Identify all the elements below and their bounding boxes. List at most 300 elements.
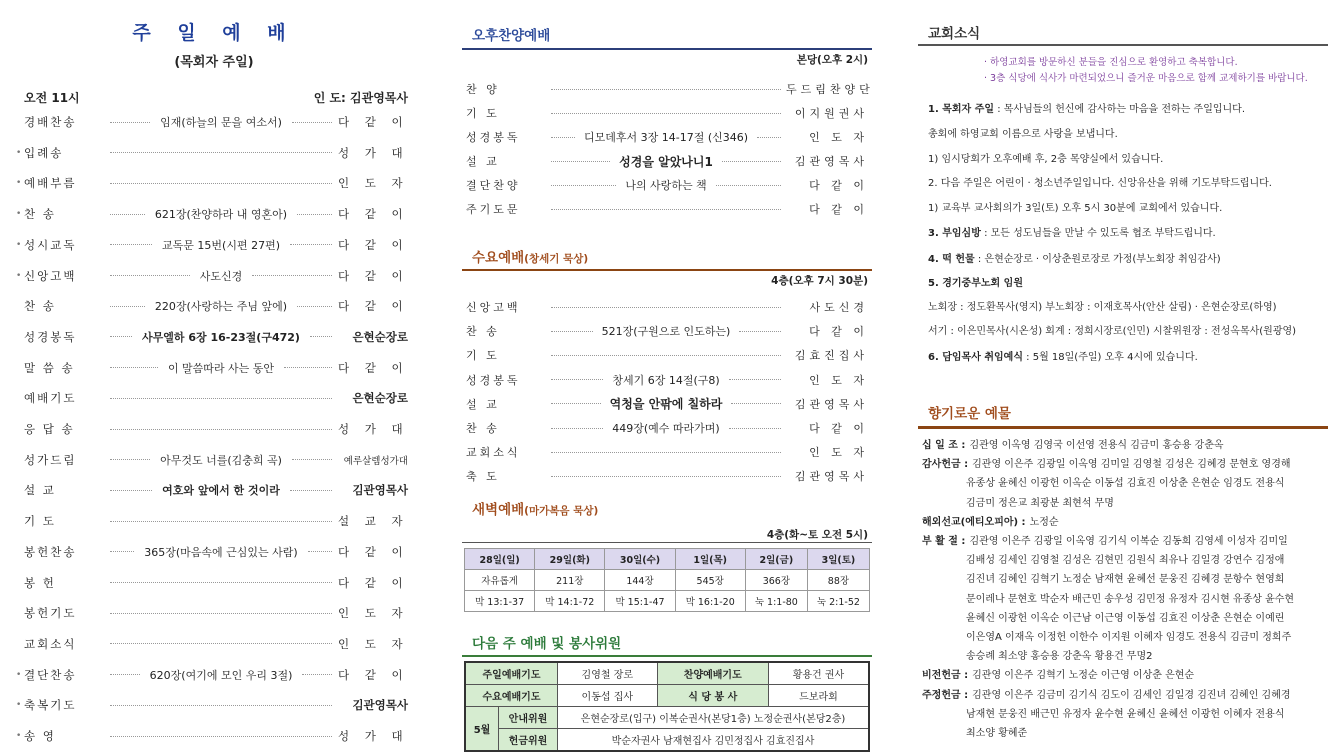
dawn-passage: 막 14:1-72 (535, 591, 605, 612)
order-item-detail: 사도신경 (199, 269, 243, 283)
order-row (14, 388, 414, 408)
order-item-person: 인 도 자 (338, 606, 409, 621)
news-item-heading: 3. 부임심방 (928, 228, 981, 239)
offering-names: 김배성 김세인 김영철 김성은 김현민 김원식 최유나 김일경 강연수 김정애 (966, 555, 1285, 567)
other-services-column (462, 0, 872, 756)
afternoon-item-person: 두드림찬양단 (786, 83, 874, 96)
divider (462, 269, 872, 271)
order-row (14, 327, 414, 347)
wednesday-item-person: 다 같 이 (809, 325, 868, 339)
service-time: 오전 11시 (24, 91, 80, 105)
wednesday-location: 4층(오후 7시 30분) (771, 275, 868, 287)
praise-prayer-label: 찬양예배기도 (657, 662, 768, 685)
dotted-leader (551, 403, 601, 404)
dotted-leader (729, 379, 781, 380)
dotted-leader (310, 336, 332, 337)
order-item-name: 입례송 (24, 145, 64, 160)
dawn-location: 4층(화~토 오전 5시) (766, 529, 868, 541)
dotted-leader (551, 137, 575, 138)
dawn-hymn: 자유롭게 (465, 570, 535, 591)
dotted-leader (551, 89, 781, 90)
page-subtitle: (목회자 주일) (174, 55, 254, 70)
dotted-leader (110, 214, 145, 215)
offering-list: 박순자권사 남재현집사 김민정집사 김효진집사 (558, 729, 870, 752)
dawn-day: 3일(토) (807, 549, 869, 570)
offering-names: 송승례 최소양 홍승용 강춘옥 황용건 무명2 (966, 651, 1153, 663)
dotted-leader (110, 521, 332, 522)
news-item (928, 298, 1277, 313)
dotted-leader (292, 459, 332, 460)
afternoon-item-name: 성경봉독 (466, 131, 521, 144)
offering-category: 해외선교(에티오피아) : (922, 516, 1026, 528)
dotted-leader (110, 122, 150, 123)
dotted-leader (551, 209, 781, 210)
offering-names: 김관영 이옥영 김영국 이선영 전용식 김금미 홍승용 강춘옥 (969, 440, 1224, 451)
order-item-person: 다 같 이 (338, 667, 409, 682)
order-row (14, 511, 414, 531)
wednesday-item-person: 인 도 자 (809, 373, 869, 387)
order-item-name: 봉헌찬송 (24, 544, 77, 559)
order-item-name: 경배찬송 (24, 115, 77, 129)
divider (918, 44, 1328, 46)
order-item-name: 봉헌기도 (24, 606, 77, 621)
wednesday-item-name: 교회소식 (466, 446, 521, 460)
offering-category: 주정헌금 : (922, 689, 969, 701)
dawn-day: 30일(수) (605, 549, 675, 570)
order-row (14, 235, 414, 255)
dotted-leader (110, 244, 152, 245)
order-item-detail: 여호와 앞에서 한 것이라 (162, 484, 280, 498)
dotted-leader (110, 459, 150, 460)
dotted-leader (551, 355, 781, 356)
order-item-name: 찬 송 (24, 299, 56, 314)
order-row (14, 665, 414, 685)
dotted-leader (110, 152, 332, 153)
order-row (14, 419, 414, 439)
news-item-heading: 6. 담임목사 취임예식 (928, 352, 1023, 363)
dotted-leader (110, 582, 332, 583)
dotted-leader (716, 185, 781, 186)
order-item-person: 은현순장로 (352, 391, 408, 406)
service-header (24, 89, 408, 106)
wednesday-item-name: 성경봉독 (466, 373, 521, 387)
news-item-heading: 1. 목회자 주일 (928, 104, 995, 115)
wednesday-row (462, 345, 872, 365)
afternoon-item-name: 주기도문 (466, 203, 521, 216)
news-item (928, 100, 1245, 115)
wednesday-service-title (472, 246, 588, 266)
offering-names: 문이레나 문현호 박순자 배근민 송우성 김민정 유정자 김시현 유종상 윤수현 (966, 593, 1295, 605)
dotted-leader (110, 306, 145, 307)
order-item-name: 성경봉독 (24, 329, 77, 344)
welcome-line-1: · 하영교회를 방문하신 분들을 진심으로 환영하고 축복합니다. (984, 57, 1238, 68)
offering-names: 김금미 정은교 최광분 최현석 무명 (966, 497, 1114, 509)
news-title: 교회소식 (928, 26, 981, 42)
order-item-person: 다 같 이 (338, 360, 409, 375)
next-week-title: 다음 주 예배 및 봉사위원 (472, 636, 622, 652)
news-item-text: 1) 교육부 교사회의가 3일(토) 오후 5시 30분에 교회에서 있습니다. (928, 203, 1223, 214)
dotted-leader (290, 244, 332, 245)
divider (462, 542, 872, 543)
wednesday-item-person: 김효진집사 (794, 349, 868, 363)
bullet-mark: • (16, 147, 22, 158)
guide-list: 은현순장로(입구) 이복순권사(본당1층) 노정순권사(본당2층) (558, 707, 870, 729)
order-item-person: 김관영목사 (352, 698, 408, 713)
dawn-passage: 막 16:1-20 (675, 591, 745, 612)
news-item-text: 서기 : 이은민목사(시온성) 회계 : 정희시장로(인민) 시찰위원장 : 전성옥목사(원광영) (928, 326, 1297, 337)
dawn-passage: 눅 1:1-80 (745, 591, 807, 612)
order-row (14, 266, 414, 286)
bullet-mark: • (16, 731, 22, 741)
news-item (928, 150, 1163, 165)
order-item-detail: 220장(사랑하는 주님 앞에) (154, 300, 288, 314)
order-item-person: 다 같 이 (338, 237, 409, 252)
dawn-title-text: 새벽예배 (472, 502, 525, 518)
order-row (14, 603, 414, 623)
sunday-service-column (14, 0, 414, 756)
wednesday-title-sub: (창세기 묵상) (524, 253, 589, 265)
afternoon-item-detail: 나의 사랑하는 책 (625, 179, 707, 192)
dotted-leader (110, 551, 134, 552)
news-item (928, 322, 1296, 337)
dotted-leader (551, 428, 603, 429)
afternoon-row (462, 79, 872, 99)
offering-names: 김관영 이은주 김금미 김기식 김도이 김세인 김일경 김진녀 김혜인 김혜경 (972, 689, 1291, 701)
order-row (14, 542, 414, 562)
order-row (14, 296, 414, 316)
order-item-detail: 365장(마음속에 근심있는 사람) (144, 545, 298, 559)
order-item-name: 말 씀 송 (24, 360, 75, 375)
offering-names: 이은영A 이재옥 이정헌 이한수 이지원 이혜자 임경도 전용식 김금미 정희주 (966, 632, 1292, 643)
kitchen: 드보라회 (768, 685, 869, 707)
dawn-schedule-table (464, 548, 870, 612)
offering-names: 김진녀 김혜인 김혁기 노정순 남재현 윤혜선 문웅진 김혜경 문항수 현영희 (966, 574, 1285, 586)
order-item-person: 성 가 대 (338, 422, 409, 436)
dotted-leader (110, 736, 332, 737)
wednesday-row (462, 418, 872, 438)
order-item-person: 김관영목사 (352, 483, 408, 498)
offering-label: 헌금위원 (499, 729, 558, 752)
order-item-name: 찬 송 (24, 207, 56, 222)
dotted-leader (297, 306, 332, 307)
afternoon-item-person: 김관영목사 (794, 155, 868, 168)
order-item-person: 다 같 이 (338, 115, 409, 129)
order-item-name: 설 교 (24, 483, 56, 498)
dawn-passage: 눅 2:1-52 (807, 591, 869, 612)
wednesday-item-name: 찬 송 (466, 325, 500, 339)
wed-prayer: 이동섭 집사 (558, 685, 658, 707)
wednesday-item-name: 찬 송 (466, 422, 500, 435)
dawn-day: 28일(일) (465, 549, 535, 570)
order-item-person: 인 도 자 (338, 176, 409, 191)
afternoon-item-person: 다 같 이 (809, 179, 868, 192)
guide-label: 안내위원 (499, 707, 558, 729)
afternoon-row (462, 175, 872, 195)
offering-line (922, 455, 1291, 470)
order-row (14, 358, 414, 378)
divider (462, 48, 872, 50)
order-item-name: 축복기도 (24, 698, 77, 713)
news-item (928, 125, 1118, 140)
news-item (928, 348, 1198, 363)
wednesday-row (462, 394, 872, 414)
order-item-detail: 620장(여기에 모인 우리 3절) (149, 668, 293, 682)
next-week-staff-table (464, 661, 870, 752)
wednesday-row (462, 442, 872, 462)
order-item-person: 은현순장로 (352, 329, 408, 344)
afternoon-row (462, 199, 872, 219)
afternoon-item-person: 이지원권사 (794, 107, 868, 120)
order-item-person: 인 도 자 (338, 636, 409, 651)
dotted-leader (110, 643, 332, 644)
bullet-mark: • (16, 239, 22, 250)
dotted-leader (757, 137, 781, 138)
bullet-mark: • (16, 669, 22, 680)
news-item (928, 174, 1272, 189)
order-row (14, 173, 414, 193)
news-item-text: 노회장 : 정도환목사(영지) 부노회장 : 이재호목사(안산 살림) · 은현순장로(하영) (928, 302, 1277, 313)
wednesday-row (462, 370, 872, 390)
order-item-name: 성가드림 (24, 452, 77, 467)
order-item-detail: 임재(하늘의 문을 여소서) (160, 116, 282, 129)
offering-line (922, 513, 1059, 528)
dawn-header-row (465, 549, 870, 570)
offering-names: 김관영 이은주 김광일 이옥영 김기식 이복순 김동희 김영세 이성자 김미일 (969, 536, 1288, 547)
dotted-leader (308, 551, 332, 552)
bullet-mark: • (16, 700, 22, 711)
dotted-leader (110, 613, 332, 614)
dotted-leader (302, 674, 332, 675)
order-item-name: 송 영 (24, 729, 56, 743)
offering-category: 십 일 조 : (922, 440, 966, 451)
news-item-heading: 5. 경기중부노회 임원 (928, 278, 1023, 289)
order-item-name: 신앙고백 (24, 268, 77, 283)
dawn-passage: 막 13:1-37 (465, 591, 535, 612)
bullet-mark: • (16, 270, 22, 281)
order-item-person: 다 같 이 (338, 544, 409, 559)
offering-category: 부 활 절 : (922, 536, 966, 547)
offering-names: 최소양 황혜준 (966, 728, 1028, 739)
news-item-text: 총회에 하영교회 이름으로 사랑을 보냅니다. (928, 129, 1118, 140)
news-item-text: : 목사님들의 헌신에 감사하는 마음을 전하는 주일입니다. (994, 104, 1246, 115)
order-row (14, 143, 414, 163)
wednesday-item-person: 김관영목사 (794, 470, 868, 484)
news-item-text: : 5월 18일(주일) 오후 4시에 있습니다. (1023, 352, 1198, 363)
dotted-leader (110, 398, 332, 399)
offering-category: 감사헌금 : (922, 459, 969, 471)
order-row (14, 204, 414, 224)
order-item-person: 다 같 이 (338, 575, 409, 590)
praise-prayer: 황용건 권사 (768, 662, 869, 685)
order-item-name: 기 도 (24, 514, 56, 529)
order-row (14, 726, 414, 746)
dawn-hymn: 88장 (807, 570, 869, 591)
wednesday-item-person: 사도신경 (809, 301, 868, 314)
wednesday-item-name: 신앙고백 (466, 301, 521, 314)
offerings-title: 향기로운 예물 (928, 406, 1011, 422)
page-title: 주 일 예 배 (132, 22, 296, 44)
dawn-service-title (472, 498, 598, 518)
order-row (14, 112, 414, 132)
dotted-leader (551, 452, 781, 453)
afternoon-item-detail: 성경을 알았나니1 (619, 154, 713, 169)
order-item-name: 예배기도 (24, 391, 77, 406)
afternoon-item-person: 다 같 이 (809, 203, 868, 216)
dawn-hymn: 211장 (535, 570, 605, 591)
dotted-leader (297, 214, 332, 215)
order-item-detail: 621장(찬양하라 내 영혼아) (154, 208, 288, 222)
order-item-person: 설 교 자 (338, 514, 409, 529)
wednesday-item-detail: 역청을 안팎에 칠하라 (609, 397, 723, 412)
order-item-person: 다 같 이 (338, 299, 409, 314)
afternoon-row (462, 151, 872, 171)
order-item-name: 예배부름 (24, 176, 77, 191)
news-item-text: 1) 임시당회가 오후예배 후, 2층 목양실에서 있습니다. (928, 154, 1164, 165)
dawn-day: 29일(화) (535, 549, 605, 570)
dawn-hymn-row (465, 570, 870, 591)
offering-line (922, 436, 1224, 451)
order-row (14, 480, 414, 500)
dotted-leader (290, 490, 332, 491)
dotted-leader (729, 428, 781, 429)
order-item-name: 결단찬송 (24, 667, 77, 682)
bullet-mark: • (16, 209, 22, 220)
dotted-leader (252, 275, 332, 276)
order-item-person: 성 가 대 (338, 729, 409, 743)
order-row (14, 695, 414, 715)
afternoon-item-detail: 디모데후서 3장 14-17절 (신346) (583, 131, 749, 144)
offering-category: 비전헌금 : (922, 670, 969, 682)
afternoon-item-person: 인 도 자 (809, 131, 869, 144)
news-item-text: : 모든 성도님들을 만날 수 있도록 협조 부탁드립니다. (980, 228, 1216, 239)
afternoon-location: 본당(오후 2시) (796, 54, 868, 66)
offering-names: 유종상 윤혜신 이광헌 이옥순 이동섭 김효진 이상춘 은현순 임경도 전용식 (966, 478, 1285, 490)
dotted-leader (551, 161, 610, 162)
dawn-day: 2일(금) (745, 549, 807, 570)
order-item-detail: 교독문 15번(시편 27편) (162, 238, 280, 252)
dotted-leader (731, 403, 781, 404)
wednesday-title-text: 수요예배 (472, 250, 525, 266)
dawn-hymn: 144장 (605, 570, 675, 591)
order-item-detail: 이 말씀따라 사는 동안 (167, 361, 275, 375)
dotted-leader (110, 674, 140, 675)
order-item-person: 다 같 이 (338, 207, 409, 222)
dotted-leader (110, 275, 190, 276)
dotted-leader (110, 490, 152, 491)
order-item-detail: 아무것도 너를(김충희 곡) (160, 453, 282, 467)
order-item-detail: 사무엘하 6장 16-23절(구472) (142, 330, 300, 344)
offering-line (922, 532, 1288, 547)
offering-names: 김관영 이은주 김혁기 노정순 이근영 이상춘 은현순 (972, 670, 1195, 682)
order-item-name: 봉 헌 (24, 575, 56, 590)
dotted-leader (551, 331, 593, 332)
order-row (14, 573, 414, 593)
wednesday-item-person: 김관영목사 (794, 397, 868, 411)
wednesday-item-person: 다 같 이 (809, 422, 868, 435)
news-item-text: 2. 다음 주일은 어린이 · 청소년주일입니다. 신앙유산을 위해 기도부탁드립니다. (928, 178, 1272, 189)
wednesday-item-detail: 521장(구원으로 인도하는) (601, 325, 731, 339)
offering-names: 김관영 이은주 김광일 이옥영 김미일 김영철 김성은 김혜경 문현호 영경해 (972, 459, 1291, 471)
order-row (14, 634, 414, 654)
dotted-leader (110, 336, 132, 337)
dotted-leader (739, 331, 781, 332)
order-row (14, 450, 414, 470)
news-item (928, 199, 1222, 214)
wednesday-item-name: 기 도 (466, 349, 500, 363)
dotted-leader (110, 705, 332, 706)
sunday-prayer: 김영철 장로 (558, 662, 658, 685)
offering-names: 노정순 (1029, 516, 1059, 528)
news-column (918, 0, 1328, 756)
afternoon-item-name: 설 교 (466, 155, 500, 168)
offering-names: 윤혜신 이광헌 이옥순 이근남 이근영 이동섭 김효진 이상춘 은현순 이예린 (966, 612, 1285, 624)
dotted-leader (110, 367, 158, 368)
divider (918, 426, 1328, 429)
dotted-leader (284, 367, 332, 368)
bullet-mark: • (16, 178, 22, 189)
wednesday-item-detail: 창세기 6장 14절(구8) (612, 373, 720, 387)
dotted-leader (551, 476, 781, 477)
dawn-title-sub: (마가복음 묵상) (524, 505, 599, 517)
divider (462, 655, 872, 657)
wednesday-item-detail: 449장(예수 따라가며) (612, 422, 720, 435)
dotted-leader (110, 429, 332, 430)
month-label: 5월 (465, 707, 499, 752)
dawn-hymn: 366장 (745, 570, 807, 591)
afternoon-item-name: 기 도 (466, 107, 500, 120)
order-item-name: 성시교독 (24, 237, 77, 252)
wed-prayer-label: 수요예배기도 (465, 685, 558, 707)
news-item (928, 274, 1023, 289)
order-item-person: 예루살렘성가대 (343, 455, 408, 467)
offering-line (922, 666, 1194, 681)
afternoon-service-title: 오후찬양예배 (472, 28, 551, 44)
dotted-leader (551, 113, 781, 114)
afternoon-item-name: 결단찬양 (466, 179, 521, 192)
news-item (928, 250, 1221, 265)
order-item-person: 성 가 대 (338, 145, 409, 160)
welcome-line-2: · 3층 식당에 식사가 마련되었으니 즐거운 마음으로 함께 교제하기를 바랍니다. (984, 73, 1308, 84)
news-item (928, 224, 1216, 239)
order-item-name: 교회소식 (24, 636, 77, 651)
wednesday-item-name: 설 교 (466, 397, 500, 411)
afternoon-row (462, 127, 872, 147)
kitchen-label: 식 당 봉 사 (657, 685, 768, 707)
dawn-passage: 막 15:1-47 (605, 591, 675, 612)
dawn-day: 1일(목) (675, 549, 745, 570)
sunday-prayer-label: 주일예배기도 (465, 662, 558, 685)
dotted-leader (551, 307, 781, 308)
dotted-leader (551, 379, 603, 380)
wednesday-row (462, 321, 872, 341)
offering-line (922, 686, 1291, 701)
dawn-passage-row (465, 591, 870, 612)
order-item-person: 다 같 이 (338, 268, 409, 283)
offering-names: 남재현 문웅진 배근민 유정자 윤수현 윤혜신 윤혜선 이광헌 이혜자 전용식 (966, 708, 1285, 720)
service-leader: 인 도: 김관영목사 (313, 91, 408, 105)
afternoon-row (462, 103, 872, 123)
news-item-text: : 은현순장로 · 이상춘원로장로 가정(부노회장 취임감사) (974, 254, 1221, 265)
dotted-leader (551, 185, 616, 186)
dotted-leader (292, 122, 332, 123)
wednesday-row (462, 466, 872, 486)
dotted-leader (110, 183, 332, 184)
wednesday-item-name: 축 도 (466, 470, 500, 484)
order-item-name: 응 답 송 (24, 422, 75, 436)
afternoon-item-name: 찬 양 (466, 83, 500, 96)
news-item-heading: 4. 떡 헌물 (928, 254, 975, 265)
wednesday-row (462, 297, 872, 317)
